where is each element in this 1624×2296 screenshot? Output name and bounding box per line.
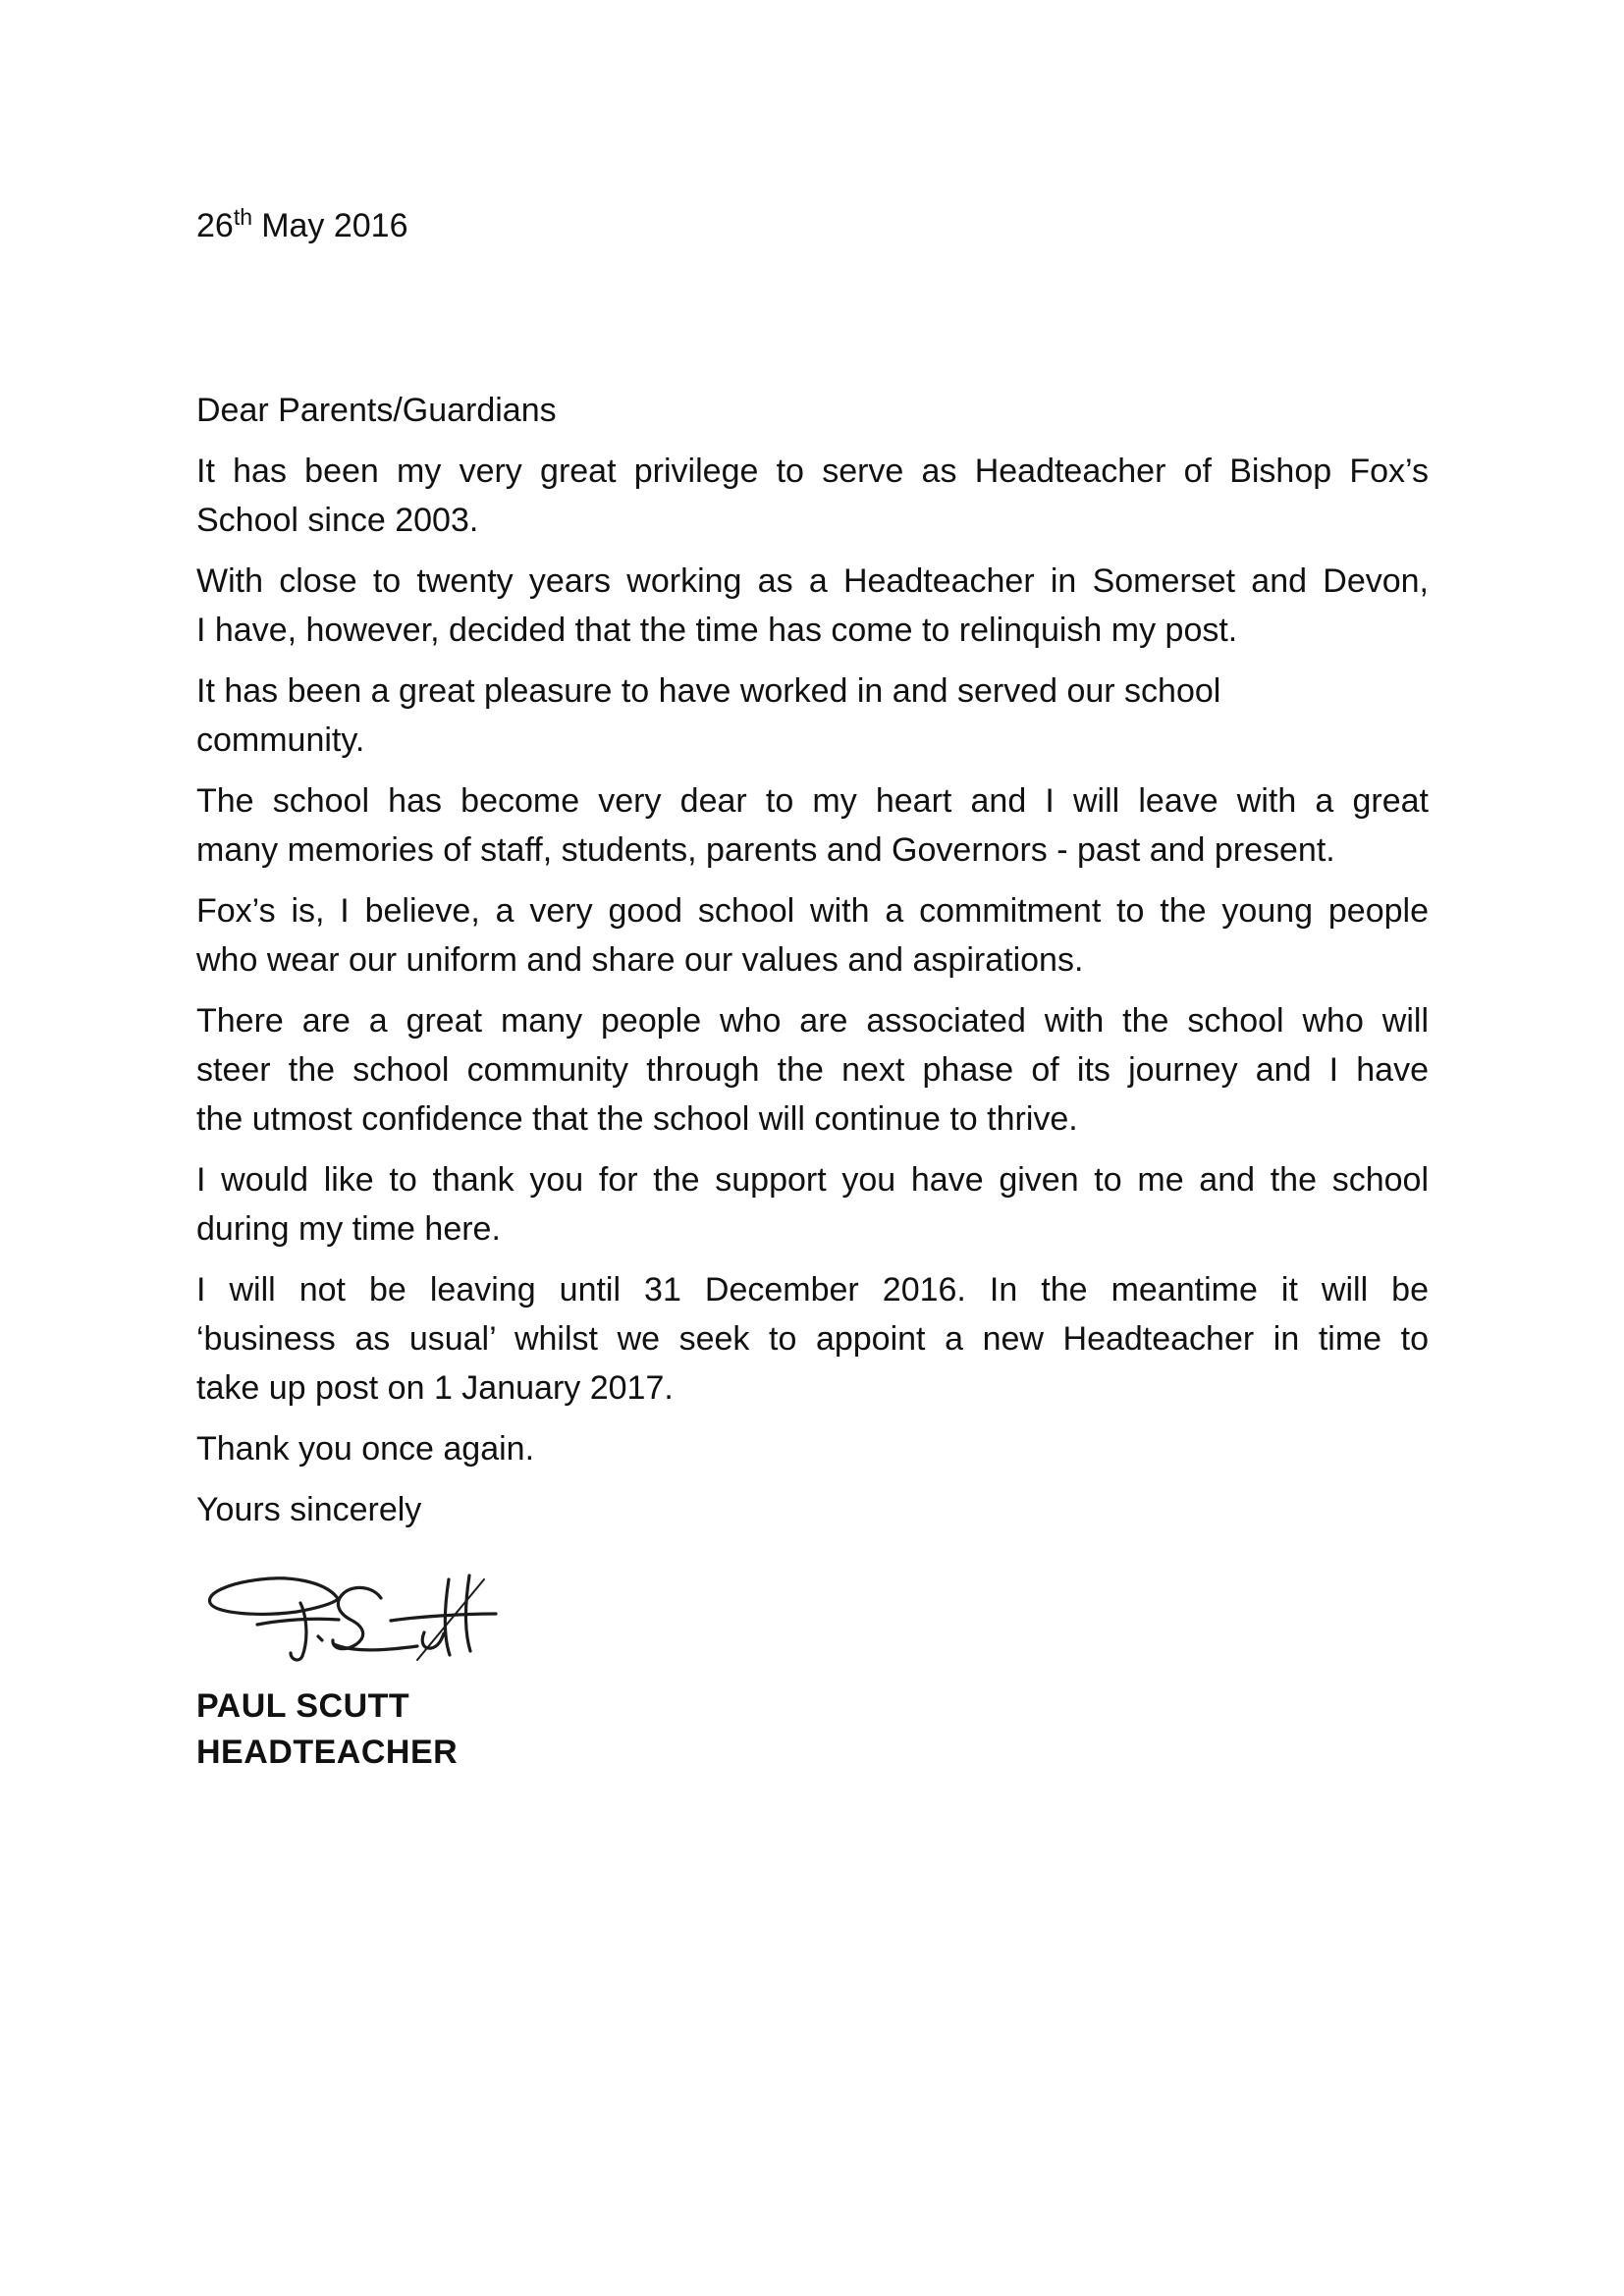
signer-name: PAUL SCUTT xyxy=(196,1687,410,1725)
paragraph-line: Fox’s is, I believe, a very good school with a commitment to the young people xyxy=(196,892,1429,930)
paragraph-line: The school has become very dear to my heart and I will leave with a great xyxy=(196,782,1429,820)
body-8 xyxy=(196,1265,1429,1413)
paragraph-line: during my time here. xyxy=(196,1210,501,1248)
date-ordinal-suffix: th xyxy=(233,204,253,230)
signoff xyxy=(196,1485,1429,1534)
paragraph-line: Dear Parents/Guardians xyxy=(196,392,557,429)
paragraph-line: It has been my very great privilege to serve as Headteacher of Bishop Fox’s xyxy=(196,453,1429,490)
body-5 xyxy=(196,886,1429,985)
body-2 xyxy=(196,557,1429,655)
paragraph-line: School since 2003. xyxy=(196,502,479,539)
greeting xyxy=(196,386,1429,435)
date-day: 26 xyxy=(196,207,234,244)
signer-title: HEADTEACHER xyxy=(196,1734,459,1771)
signature-image xyxy=(206,1574,501,1667)
paragraph-line: many memories of staff, students, parents and Governors - past and present. xyxy=(196,831,1335,869)
thanks xyxy=(196,1424,1429,1473)
signature-block xyxy=(206,1574,1429,1667)
letter-page xyxy=(196,201,1429,1776)
letter-paragraphs xyxy=(196,386,1429,1534)
date-line xyxy=(196,201,1429,253)
date-rest: May 2016 xyxy=(261,207,408,244)
paragraph-line: I would like to thank you for the support you have given to me and the school xyxy=(196,1161,1429,1199)
paragraph-line: ‘business as usual’ whilst we seek to appoint a new Headteacher in time to xyxy=(196,1320,1429,1358)
paragraph-line: I will not be leaving until 31 December 2016. In the meantime it will be xyxy=(196,1271,1429,1308)
paragraph-line: community. xyxy=(196,721,365,759)
paragraph-line: There are a great many people who are associated with the school who will xyxy=(196,1002,1429,1040)
body-1 xyxy=(196,447,1429,545)
paragraph-line: who wear our uniform and share our values and aspirations. xyxy=(196,941,1084,979)
body-4 xyxy=(196,776,1429,875)
paragraph-line: Yours sincerely xyxy=(196,1491,422,1528)
paragraph-line: I have, however, decided that the time has come to relinquish my post. xyxy=(196,612,1238,649)
paragraph-line: steer the school community through the next phase of its journey and I have xyxy=(196,1051,1429,1089)
paragraph-line: the utmost confidence that the school will continue to thrive. xyxy=(196,1100,1078,1138)
paragraph-line: take up post on 1 January 2017. xyxy=(196,1369,674,1407)
signer-block xyxy=(196,1683,1429,1776)
body-3 xyxy=(196,667,1429,765)
paragraph-line: With close to twenty years working as a Headteacher in Somerset and Devon, xyxy=(196,562,1429,600)
body-6 xyxy=(196,996,1429,1144)
paragraph-line: Thank you once again. xyxy=(196,1430,535,1468)
paragraph-line: It has been a great pleasure to have worked in and served our school xyxy=(196,672,1221,710)
body-7 xyxy=(196,1155,1429,1254)
